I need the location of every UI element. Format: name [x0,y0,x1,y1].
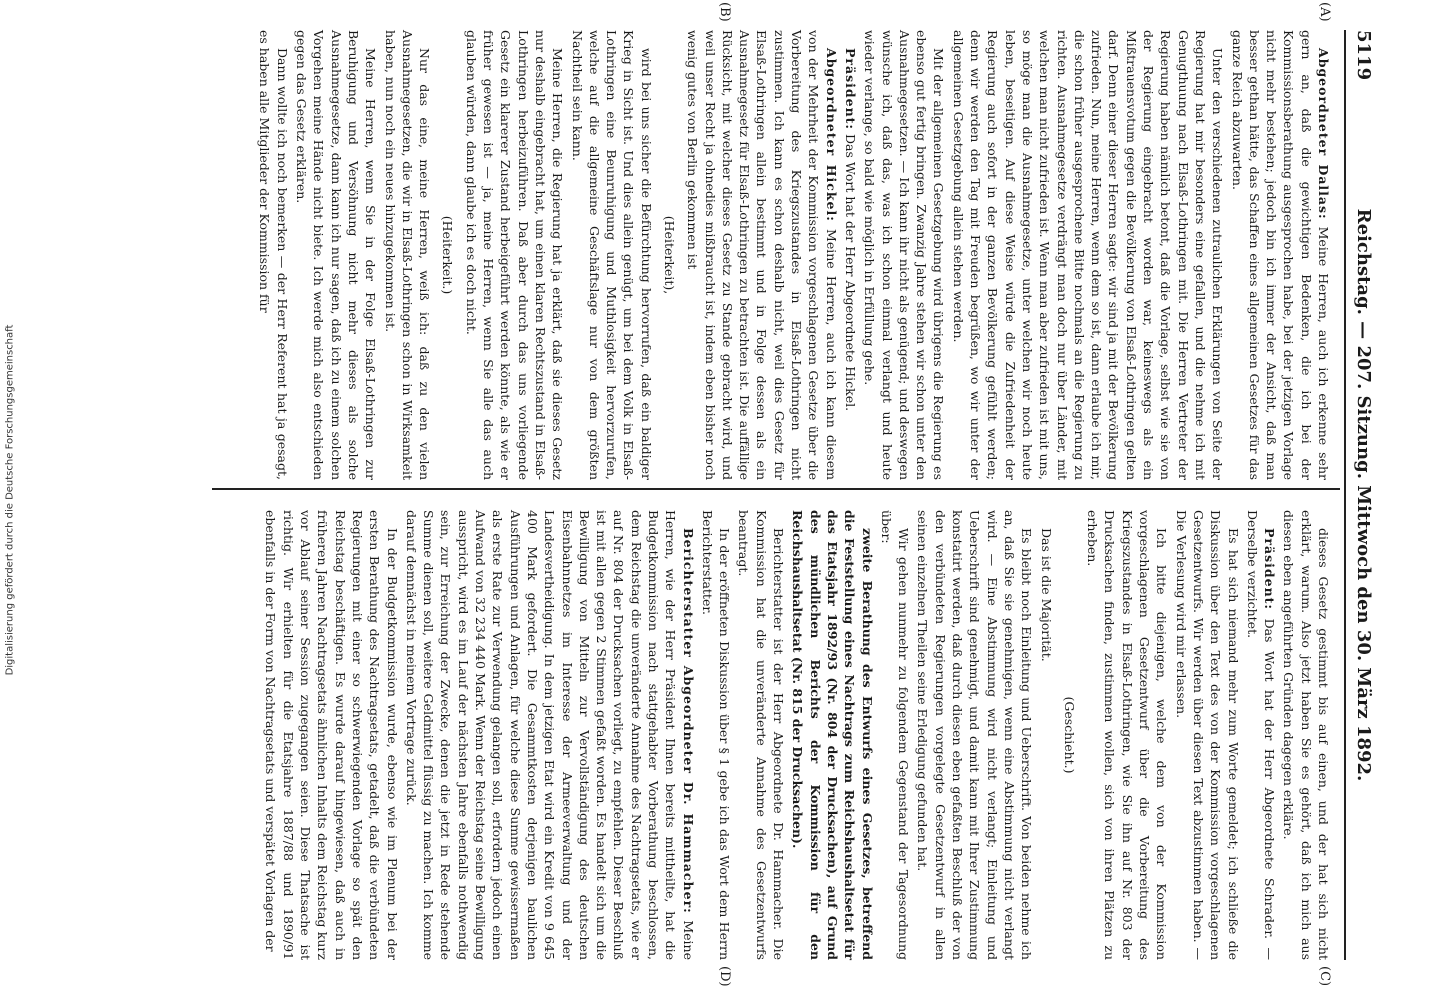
margin-letter-c: (C) [1317,966,1332,987]
paragraph-text: Ich bitte diejenigen, welche dem von der Kommission vorgeschlagenen Gesetzentwurf über die Vorbereitung des Kriegszustandes in Elsaß-Lothringen, wie Sie ihn auf Nr. 803 der Drucksachen finden, zustimmen wollen, sich von ihren Plätzen zu erheben. [1085,510,1170,960]
paragraph-text: Meine Herren, auch ich erkenne sehr gern an, daß die gewichtigen Bedenken, die ich bei der Kommissionsberathung ausgesprochen habe, bei der jetzigen Vorlage nicht mehr bestehen; jedoch bin ich immer der Ansicht, daß man besser gethan hätte, das Schaffen eines allgemeinen Gesetzes für das ganze Reich abzuwarten. [1229,30,1331,480]
paragraph-text: Das Wort hat der Herr Abgeordnete Schrader. — Derselbe verzichtet. [1244,510,1278,960]
paragraph-text: Meine Herren, die Regierung hat ja erklärt, daß sie dieses Gesetz nur deshalb eingebracht hat, um einen klaren Rechtszustand in Elsaß-Lothringen herbeizuführen. Daß aber durch das uns vorliegende Gesetz ein klarerer Zustand herbeigeführt werden könnte, als wie er früher gewesen ist — ja, meine Herren, wenn Sie alle das auch glauben würden, dann glaube ich es doch nicht. [463,30,566,480]
paragraph-text: Meine Herren, auch ich kann diesem von der Mehrheit der Kommission vorgeschlagenen Gesetze über die Vorbereitung des Kriegszustandes in Elsaß-Lothringen nicht zustimmen. Ich kann es schon deshalb nicht, weil dies Gesetz für Elsaß-Lothringen allein bestimmt und in Folge dessen als ein Ausnahmegesetz für Elsaß-Lothringen zu betrachten ist. Die auffällige Rücksicht, mit welcher dieses Gesetz zu Stande gebracht wird, und weil unser Recht ja ohnedies mißbraucht ist, indem eben bisher noch wenig gutes von Berlin gekommen ist [685,30,839,480]
paragraph [684,30,840,480]
paragraph [1228,30,1332,480]
paragraph [735,510,787,960]
paragraph-text: Meine Herren, wenn Sie in der Folge Elsaß-Lothringen zur Beruhigung und Versöhnung nicht mehr dieses als solche Ausnahmegesetze, dann kann ich nur sagen, daß ich zu einem solchen Vorgehen meine Hände nicht biete. Ich werde mich also entschieden gegen das Gesetz erklären. [294,30,379,480]
running-header [1350,30,1374,960]
paragraph-text: Wir gehen nunmehr zu folgendem Gegenstand der Tagesordnung über: [878,510,912,960]
paragraph-text: wird bei uns sicher die Befürchtung hervorrufen, daß ein baldiger Krieg in Sicht ist. Und dies allein genügt, um bei dem Volk in Elsaß-Lothringen eine Beunruhigung und Muthlosigkeit hervorzurufen, welche auf die allgemeine Geschäftslage nur von dem größten Nachtheil sein kann. [569,30,654,480]
margin-letter-b: (B) [717,2,732,22]
paragraph [403,510,697,960]
paragraph [293,30,379,480]
paragraph [699,510,734,960]
speaker-name: Abgeordneter Hickel: [823,48,839,222]
paragraph-text: Mit der allgemeinen Gesetzgebung wird übrigens die Regierung es ebenso gut fertig bringen. Zwanzig Jahre stehen wir schon unter den Ausnahmegesetzen. — Ich kann ihr nicht als genügend; und deswegen wünsche ich, daß das, was ich schon einmal verlangt und heute wieder verlange, so bald wie möglich in Erfüllung gehe. [862,30,947,480]
page-number: 5119 [1353,30,1374,81]
paragraph [1172,510,1241,960]
paragraph [789,510,875,960]
paragraph [949,30,1226,480]
paragraph-text: Es hat sich niemand mehr zum Worte gemeldet; ich schließe die Diskussion über den Text des von der Kommission vorgeschlagenen Gesetzentwurfs. Wir werden über diesen Text abzustimmen haben. — Die Verlesung wird mir erlassen. [1173,510,1241,960]
paragraph-text: Es bleibt noch Einleitung und Ueberschrift. Von beiden nehme ich an, daß Sie sie genehmigen, wenn eine Abstimmung nicht verlangt wird. — Eine Abstimmung wird nicht verlangt; Einleitung und Ueberschrift sind genehmigt, und damit kann mit Ihrer Zustimmung konstatirt werden, daß durch diesen eben gefaßten Beschluß der von den verbündeten Regierungen vorgelegte Gesetzentwurf in allen seinen einzelnen Theilen seine Erledigung gefunden hat. [915,510,1035,960]
paragraph-text: Nur das eine, meine Herren, weiß ich: daß zu den vielen Ausnahmegesetzen, die wir in Elsaß-Lothringen schon in Wirksamkeit haben, nun noch ein neues hinzugekommen ist. [382,30,433,480]
paragraph-text: Dann wollte ich noch bemerken — der Herr Referent hat ja gesagt, es haben alle Mitglieder der Kommission für [257,30,290,480]
paragraph [878,510,913,960]
speaker-name: Präsident: [842,48,858,131]
page-title: Reichstag. — 207. Sitzung. Mittwoch den 30. März 1892. [1353,208,1374,782]
paragraph-text: Das Wort hat der Herr Abgeordnete Hickel. [842,134,858,412]
paragraph [861,30,947,480]
stage-direction: (Heiterkeit), [662,215,678,295]
digitization-note: Digitalisierung gefördert durch die Deutsche Forschungsgemeinschaft [4,324,16,676]
paragraph-text: In der Budgetkommission wurde, ebenso wie im Plenum bei der ersten Berathung des Nachtragsetats, getadelt, daß die verbündeten Regierungen mit einer so schwerwiegenden Vorlage so spät den Reichstag beschäftigen. Es wurde darauf hingewiesen, daß auch in früheren Jahren Nachtragsetats ähnlichen Inhalts dem Reichstag kurz vor Ablauf seiner Session zugegangen seien. Diese Thatsache ist richtig. Wir erhielten für die Etatsjahre 1887/88 und 1890/91 ebenfalls in der Form von Nachtragsetats und verspätet Vorlagen der [263,510,400,960]
paragraph [1244,510,1279,960]
footer-strip [0,0,20,1000]
paragraph [1280,510,1332,960]
stage-direction: (Geschieht.) [1061,696,1077,774]
paragraph-text: dieses Gesetz gestimmt bis auf einen, und der hat sich nicht erklärt, warum. Also jetzt haben Sie es gehört, daß ich mich aus diesen eben angeführten Gründen dagegen erkläre. [1281,510,1331,960]
paragraph [462,30,566,480]
column-divider [212,488,1340,490]
paragraph-text: Das ist die Majorität. [1038,528,1054,662]
paragraph-text: Berichterstatter ist der Herr Abgeordnete Dr. Hammacher. Die Kommission hat die unveränderte Annahme des Gesetzentwurfs beantragt. [736,510,787,960]
paragraph [842,30,859,480]
text-column-right [220,510,1332,960]
speaker-name: Abgeordneter Dallas: [1316,48,1331,220]
paragraph [1037,510,1054,960]
header-rule [1344,30,1346,960]
stage-direction: (Heiterkeit.) [440,215,456,295]
margin-letter-a: (A) [1317,2,1332,22]
speaker-name: Berichterstatter Abgeordneter Dr. Hammacher: [680,528,696,914]
paragraph [256,30,291,480]
paragraph-text: Unter den verschiedenen zutraulichen Erklärungen von Seite der Regierung hat mir besonders eine gefallen, und die nehme ich mit Genugthuung nach Elsaß-Lothringen mit. Die Herren Vertreter der Regierung haben nämlich betont, daß die Vorlage, selbst wie sie von der Regierung eingebracht worden war, keineswegs als ein Mißtrauensvotum gegen die Bevölkerung von Elsaß-Lothringen gelten darf. Denn einer dieser Herren sagte: wir sind ja mit der Bevölkerung zufrieden. Nun, meine Herren, wenn dem so ist, dann erlaube ich mir, die schon früher ausgesprochene Bitte nochmals an die Regierung zu richten. Ausnahmegesetze verdrängt man doch nur über Länder, mit welchen man nicht zufrieden ist. Wenn man aber zufrieden ist mit uns, so möge man die Ausnahmegesetze, unter welchen wir noch heute leben, beseitigen. Auf diese Weise würde die Zufriedenheit der Regierung auch sofort in der ganzen Bevölkerung gefühlt werden; denn wir werden den Tag mit Freuden begrüßen, wo wir unter der allgemeinen Gesetzgebung allein stehen werden. [950,30,1226,480]
paragraph [568,30,654,480]
paragraph [381,30,433,480]
paragraph-text: Meine Herren, wie der Herr Präsident Ihnen bereits mittheilte, hat die Budgetkommission nach stattgehabter Vorberathung beschlossen, dem Reichstag die unveränderte Annahme des Nachtragsetats, wie er auf Nr. 804 der Drucksachen vorliegt, zu empfehlen. Dieser Beschluß ist mit allen gegen 2 Stimmen gefaßt worden. Es handelt sich um die Bewilligung von Mitteln zur Vervollständigung des deutschen Eisenbahnnetzes im Interesse der Armeeverwaltung und der Landesvertheidigung. In dem jetzigen Etat wird ein Kredit von 9 645 400 Mark gefordert. Die Gesammtkosten derjenigen baulichen Ausführungen und Anlagen, für welche diese Summe gewissermaßen als erste Rate zur Verwendung gelangen soll, erfordern jedoch einen Aufwand von 32 234 440 Mark. Wenn der Reichstag seine Bewilligung ausspricht, wird es im Lauf der nächsten Jahre ebenfalls nothwendig sein, zur Erreichung der Zwecke, denen die jetzt in Rede stehende Summe dienen soll, weitere Geldmittel flüssig zu machen. Ich komme darauf demnächst in meinem Vortrage zurück. [403,510,696,960]
paragraph [914,510,1035,960]
paragraph [262,510,400,960]
text-column-left [220,30,1332,480]
margin-letter-d: (D) [717,966,732,987]
paragraph-text: zweite Berathung des Entwurfs eines Gesetzes, betreffend die Feststellung eines Nachtrags zum Reichshaushaltsetat für das Etatsjahr 1892/93 (Nr. 804 der Drucksachen), auf Grund des mündlichen Berichts der Kommission für den Reichshaushaltsetat (Nr. 815 der Drucksachen). [790,510,875,960]
speaker-name: Präsident: [1262,528,1278,611]
paragraph [1084,510,1170,960]
paragraph-text: In der eröffneten Diskussion über § 1 gebe ich das Wort dem Herrn Berichterstatter. [699,510,733,960]
